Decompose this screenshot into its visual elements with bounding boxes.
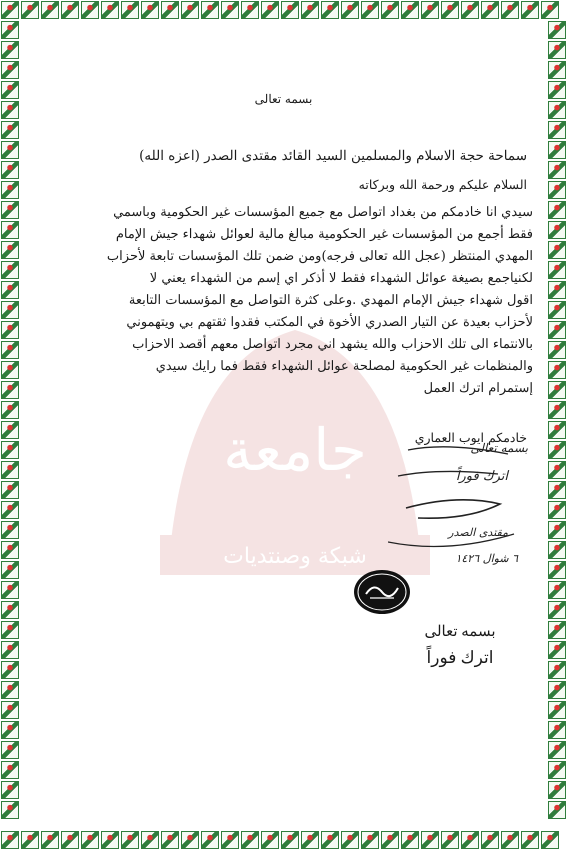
border-ornament bbox=[1, 181, 19, 199]
border-ornament bbox=[181, 1, 199, 19]
border-ornament bbox=[548, 101, 566, 119]
border-ornament bbox=[548, 281, 566, 299]
border-ornament bbox=[1, 641, 19, 659]
border-ornament bbox=[548, 301, 566, 319]
border-ornament bbox=[101, 1, 119, 19]
border-ornament bbox=[548, 421, 566, 439]
border-ornament bbox=[61, 1, 79, 19]
typed-reply-order: اترك فوراً bbox=[426, 648, 494, 667]
border-ornament bbox=[61, 831, 79, 849]
border-ornament bbox=[1, 621, 19, 639]
border-ornament bbox=[41, 1, 59, 19]
border-ornament bbox=[548, 461, 566, 479]
border-ornament bbox=[1, 241, 19, 259]
body-line: اقول شهداء جيش الإمام المهدي .وعلى كثرة التواصل مع المؤسسات التابعة bbox=[128, 293, 533, 308]
border-ornament bbox=[1, 61, 19, 79]
border-ornament bbox=[21, 831, 39, 849]
border-ornament bbox=[548, 61, 566, 79]
border-ornament bbox=[181, 831, 199, 849]
border-ornament bbox=[548, 81, 566, 99]
decorative-border-bottom bbox=[0, 830, 567, 850]
border-ornament bbox=[421, 831, 439, 849]
border-ornament bbox=[548, 381, 566, 399]
border-ornament bbox=[548, 201, 566, 219]
border-ornament bbox=[1, 441, 19, 459]
border-ornament bbox=[301, 831, 319, 849]
border-ornament bbox=[1, 601, 19, 619]
border-ornament bbox=[241, 831, 259, 849]
border-ornament bbox=[401, 831, 419, 849]
border-ornament bbox=[1, 581, 19, 599]
letter-heading: بسمه تعالى bbox=[254, 92, 313, 106]
border-ornament bbox=[548, 341, 566, 359]
border-ornament bbox=[548, 141, 566, 159]
border-ornament bbox=[461, 831, 479, 849]
border-ornament bbox=[548, 701, 566, 719]
border-ornament bbox=[1, 401, 19, 419]
body-line: والمنظمات غير الحكومية لمصلحة عوائل الشهداء فقط فما رايك سيدي bbox=[155, 359, 533, 374]
border-ornament bbox=[1, 801, 19, 819]
border-ornament bbox=[501, 1, 519, 19]
border-ornament bbox=[1, 781, 19, 799]
border-ornament bbox=[1, 461, 19, 479]
border-ornament bbox=[548, 441, 566, 459]
border-ornament bbox=[521, 831, 539, 849]
letter-greeting: السلام عليكم ورحمة الله وبركاته bbox=[358, 177, 527, 192]
border-ornament bbox=[301, 1, 319, 19]
handwritten-line: مقتدى الصدر bbox=[448, 526, 508, 539]
border-ornament bbox=[421, 1, 439, 19]
watermark-text: جامعة bbox=[223, 416, 367, 484]
border-ornament bbox=[1, 41, 19, 59]
border-ornament bbox=[548, 801, 566, 819]
border-ornament bbox=[221, 1, 239, 19]
border-ornament bbox=[481, 1, 499, 19]
border-ornament bbox=[121, 831, 139, 849]
border-ornament bbox=[221, 831, 239, 849]
letter-page bbox=[20, 20, 547, 830]
typed-reply-heading: بسمه تعالى bbox=[424, 624, 496, 640]
border-ornament bbox=[281, 831, 299, 849]
border-ornament bbox=[1, 761, 19, 779]
border-ornament bbox=[261, 1, 279, 19]
border-ornament bbox=[1, 81, 19, 99]
body-line: سيدي انا خادمكم من بغداد اتواصل مع جميع المؤسسات غير الحكومية وباسمي bbox=[113, 205, 533, 220]
border-ornament bbox=[481, 831, 499, 849]
border-ornament bbox=[321, 1, 339, 19]
border-ornament bbox=[41, 831, 59, 849]
body-line: بالانتماء الى تلك الاحزاب والله يشهد اني مجرد اتواصل معهم أقصد الاحزاب bbox=[132, 337, 533, 352]
border-ornament bbox=[548, 521, 566, 539]
border-ornament bbox=[548, 621, 566, 639]
border-ornament bbox=[361, 831, 379, 849]
border-ornament bbox=[1, 421, 19, 439]
border-ornament bbox=[1, 361, 19, 379]
body-line: لكنياجمع بصيغة عوائل الشهداء فقط لا أذكر اي إسم من الشهداء يعني لا bbox=[149, 271, 533, 286]
border-ornament bbox=[281, 1, 299, 19]
handwritten-line: ٦ شوال ١٤٢٦ bbox=[455, 552, 518, 565]
body-line: فقط أجمع من المؤسسات غير الحكومية مبالغ مالية لعوائل شهداء جيش الإمام bbox=[115, 227, 533, 242]
border-ornament bbox=[548, 221, 566, 239]
decorative-border-right bbox=[547, 0, 567, 850]
border-ornament bbox=[1, 721, 19, 739]
border-ornament bbox=[1, 161, 19, 179]
sender-signature: خادمكم ايوب العماري bbox=[414, 430, 527, 445]
border-ornament bbox=[121, 1, 139, 19]
border-ornament bbox=[201, 1, 219, 19]
border-ornament bbox=[548, 641, 566, 659]
border-ornament bbox=[1, 341, 19, 359]
border-ornament bbox=[548, 501, 566, 519]
border-ornament bbox=[321, 831, 339, 849]
border-ornament bbox=[548, 601, 566, 619]
border-ornament bbox=[548, 321, 566, 339]
border-ornament bbox=[261, 831, 279, 849]
watermark-subtext: شبكة وصنتديات bbox=[223, 544, 367, 569]
seal-stamp bbox=[352, 568, 412, 616]
decorative-border-top bbox=[0, 0, 567, 20]
border-ornament bbox=[548, 481, 566, 499]
border-ornament bbox=[548, 21, 566, 39]
border-ornament bbox=[1, 521, 19, 539]
border-ornament bbox=[548, 161, 566, 179]
border-ornament bbox=[548, 241, 566, 259]
border-ornament bbox=[441, 1, 459, 19]
border-ornament bbox=[241, 1, 259, 19]
body-line: المهدي المنتظر (عجل الله تعالى فرجه)ومن ضمن تلك المؤسسات تابعة لأحزاب bbox=[106, 249, 533, 264]
border-ornament bbox=[548, 721, 566, 739]
border-ornament bbox=[381, 831, 399, 849]
border-ornament bbox=[401, 1, 419, 19]
border-ornament bbox=[548, 741, 566, 759]
border-ornament bbox=[1, 321, 19, 339]
border-ornament bbox=[21, 1, 39, 19]
border-ornament bbox=[1, 301, 19, 319]
border-ornament bbox=[161, 831, 179, 849]
border-ornament bbox=[1, 381, 19, 399]
border-ornament bbox=[461, 1, 479, 19]
border-ornament bbox=[548, 181, 566, 199]
border-ornament bbox=[548, 581, 566, 599]
border-ornament bbox=[1, 261, 19, 279]
border-ornament bbox=[548, 261, 566, 279]
border-ornament bbox=[1, 221, 19, 239]
body-line: لأحزاب بعيدة عن التيار الصدري الأخوة في المكتب فقدوا ثقتهم بي ويتهموني bbox=[126, 315, 533, 330]
border-ornament bbox=[548, 541, 566, 559]
border-ornament bbox=[1, 21, 19, 39]
border-ornament bbox=[1, 281, 19, 299]
border-ornament bbox=[141, 1, 159, 19]
border-ornament bbox=[548, 121, 566, 139]
border-ornament bbox=[548, 681, 566, 699]
border-ornament bbox=[1, 201, 19, 219]
border-ornament bbox=[548, 761, 566, 779]
border-ornament bbox=[548, 41, 566, 59]
border-ornament bbox=[441, 831, 459, 849]
decorative-border-left bbox=[0, 0, 20, 850]
border-ornament bbox=[548, 401, 566, 419]
handwritten-line: بسمه تعالى bbox=[470, 441, 528, 455]
border-ornament bbox=[341, 1, 359, 19]
border-ornament bbox=[1, 701, 19, 719]
letter-salutation: سماحة حجة الاسلام والمسلمين السيد القائد مقتدى الصدر (اعزه الله) bbox=[139, 148, 527, 164]
border-ornament bbox=[1, 501, 19, 519]
letter-body bbox=[38, 202, 533, 400]
border-ornament bbox=[1, 121, 19, 139]
border-ornament bbox=[201, 831, 219, 849]
handwritten-reply bbox=[388, 424, 538, 572]
border-ornament bbox=[81, 1, 99, 19]
border-ornament bbox=[381, 1, 399, 19]
border-ornament bbox=[1, 481, 19, 499]
border-ornament bbox=[141, 831, 159, 849]
border-ornament bbox=[1, 561, 19, 579]
border-ornament bbox=[81, 831, 99, 849]
border-ornament bbox=[361, 1, 379, 19]
border-ornament bbox=[501, 831, 519, 849]
handwritten-line: اترك فوراً bbox=[455, 469, 508, 484]
border-ornament bbox=[1, 101, 19, 119]
border-ornament bbox=[1, 681, 19, 699]
border-ornament bbox=[341, 831, 359, 849]
border-ornament bbox=[1, 541, 19, 559]
border-ornament bbox=[1, 741, 19, 759]
body-line: إستمرام اترك العمل bbox=[423, 381, 533, 396]
border-ornament bbox=[161, 1, 179, 19]
border-ornament bbox=[521, 1, 539, 19]
border-ornament bbox=[548, 561, 566, 579]
border-ornament bbox=[1, 141, 19, 159]
border-ornament bbox=[1, 661, 19, 679]
border-ornament bbox=[548, 781, 566, 799]
border-ornament bbox=[548, 361, 566, 379]
border-ornament bbox=[101, 831, 119, 849]
border-ornament bbox=[548, 661, 566, 679]
